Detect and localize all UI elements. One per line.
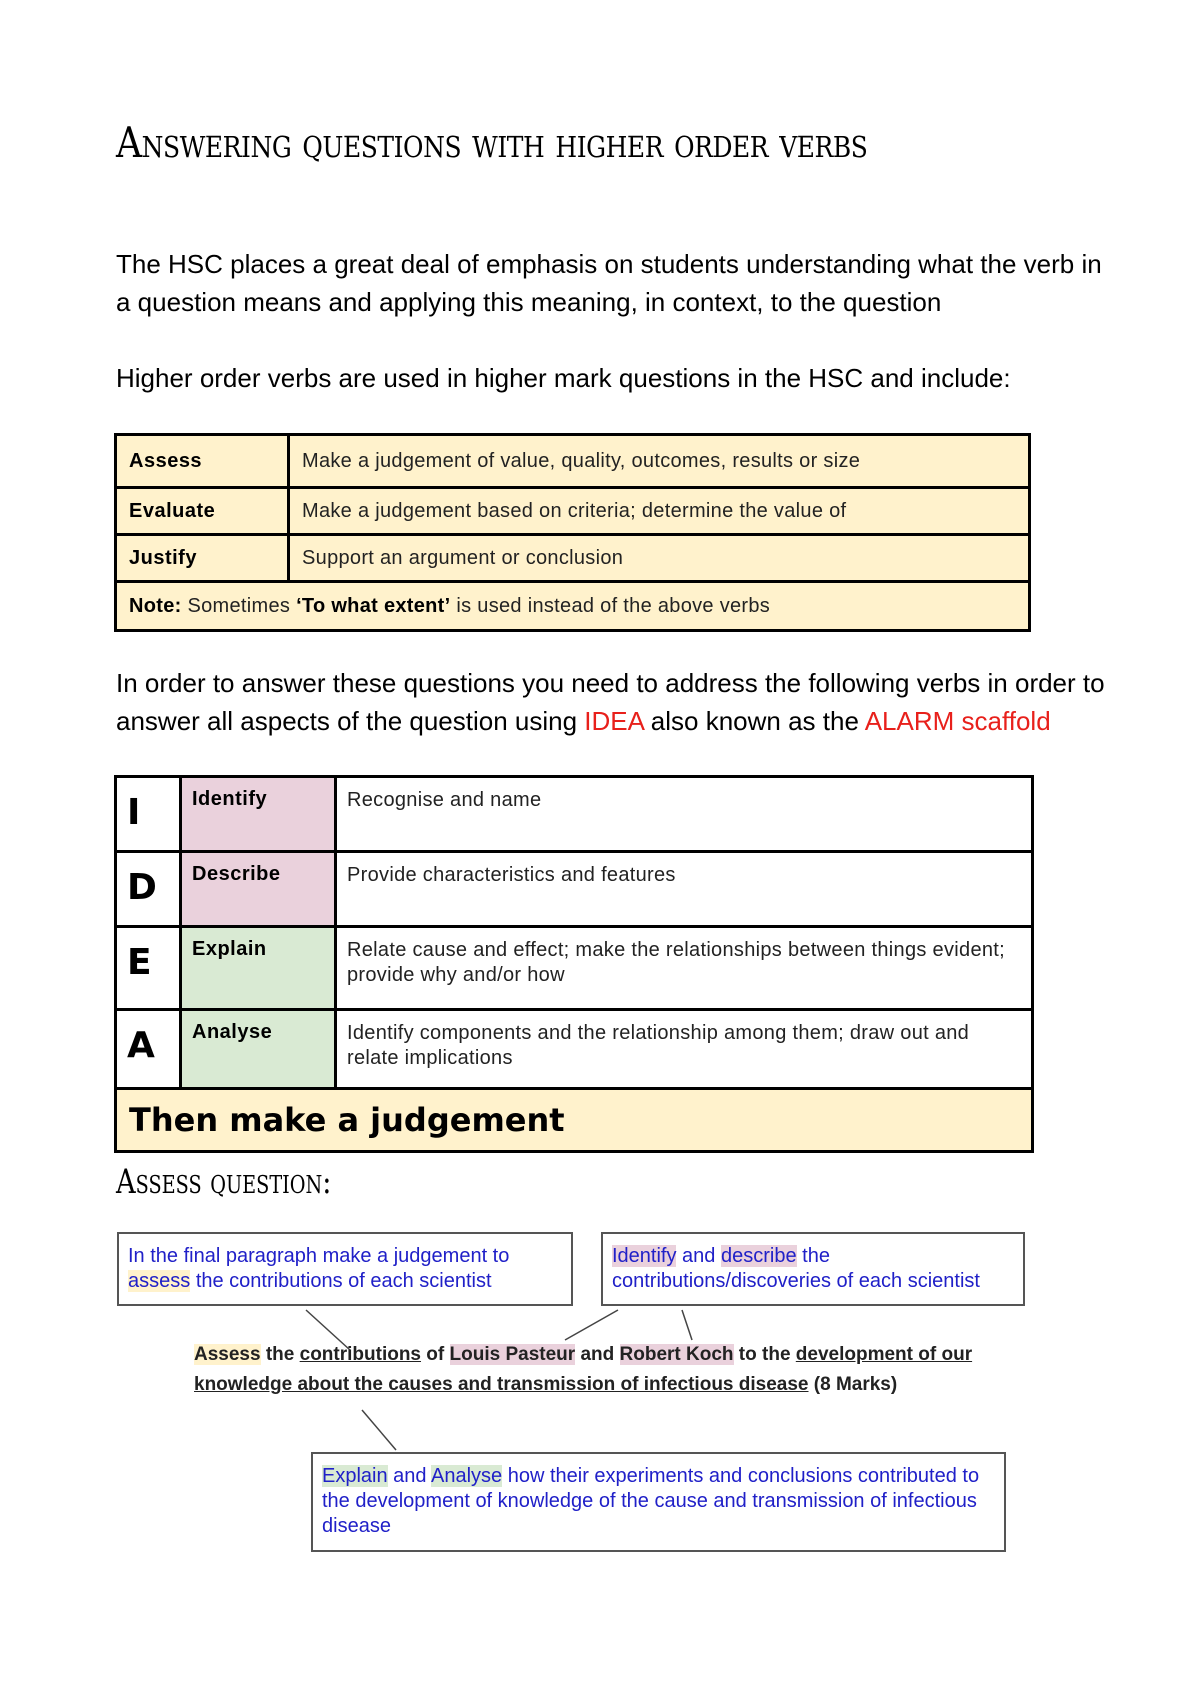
- intro-paragraph: The HSC places a great deal of emphasis on students understanding what the verb in a question means and applying this meaning, in context, to the question: [116, 249, 1102, 317]
- analyse-highlight: Analyse: [431, 1465, 503, 1487]
- exam-question: [194, 1340, 1024, 1400]
- alarm-scaffold: ALARM scaffold: [864, 706, 1051, 736]
- intro-paragraph-2: Higher order verbs are used in higher mark questions in the HSC and include:: [116, 363, 1011, 393]
- definition-cell: Recognise and name: [336, 777, 1033, 852]
- connector-line: [565, 1310, 618, 1340]
- callout-text: the contributions/discoveries of each scientist: [612, 1245, 980, 1292]
- connector-line: [362, 1410, 396, 1450]
- idea-intro-text-2: also known as the: [650, 706, 859, 736]
- note-text: Sometimes: [187, 594, 291, 617]
- question-and: and: [580, 1344, 615, 1365]
- judgement-callout: [117, 1232, 573, 1306]
- definition-cell: Provide characteristics and features: [336, 852, 1033, 927]
- page-title: Answering questions with higher order verbs: [116, 118, 868, 167]
- verb-cell: Justify: [116, 535, 289, 582]
- verb-cell: Describe: [181, 852, 336, 927]
- note-label: Note:: [129, 594, 182, 617]
- callout-text: In the final paragraph make a judgement to: [128, 1245, 510, 1267]
- describe-highlight: describe: [720, 1245, 797, 1267]
- callout-text-2: the contributions of each scientist: [195, 1270, 492, 1292]
- verb-cell: Assess: [116, 435, 289, 488]
- question-assess: Assess: [194, 1344, 261, 1365]
- assess-question-heading: Assess question:: [116, 1162, 332, 1202]
- definition-cell: Make a judgement based on criteria; determine the value of: [289, 488, 1030, 535]
- question-koch: Robert Koch: [619, 1344, 734, 1365]
- definition-cell: Identify components and the relationship among them; draw out and relate implications: [336, 1010, 1033, 1089]
- verb-cell: Explain: [181, 927, 336, 1010]
- idea-letter: E: [116, 927, 181, 1010]
- question-the: the: [265, 1344, 295, 1365]
- verb-cell: Evaluate: [116, 488, 289, 535]
- question-marks: (8 Marks): [813, 1374, 898, 1395]
- callout-and: and: [393, 1465, 427, 1487]
- note-phrase: ‘To what extent’: [296, 594, 451, 617]
- assess-highlight: assess: [128, 1270, 191, 1292]
- idea-intro-text: In order to answer these questions you need to address the following verbs in order to answer all aspects of the question using: [116, 668, 1105, 736]
- definition-cell: Make a judgement of value, quality, outcomes, results or size: [289, 435, 1030, 488]
- question-development: development of our knowledge about the causes and transmission of infectious disease: [194, 1344, 973, 1395]
- callout-text: how their experiments and conclusions contributed to the development of knowledge of the cause and transmission of infectious disease: [322, 1465, 980, 1537]
- question-of: of: [426, 1344, 445, 1365]
- judgement-cell: Then make a judgement: [116, 1089, 1033, 1152]
- identify-describe-callout: [601, 1232, 1025, 1306]
- idea-letter: D: [116, 852, 181, 927]
- connector-line: [682, 1310, 692, 1340]
- definition-cell: Relate cause and effect; make the relationships between things evident; provide why and/or how: [336, 927, 1033, 1010]
- idea-letter: I: [116, 777, 181, 852]
- definition-cell: Support an argument or conclusion: [289, 535, 1030, 582]
- verb-cell: Identify: [181, 777, 336, 852]
- idea-acronym: IDEA: [584, 706, 644, 736]
- explain-highlight: Explain: [322, 1465, 388, 1487]
- question-contributions: contributions: [299, 1344, 422, 1365]
- idea-letter: A: [116, 1010, 181, 1089]
- question-pasteur: Louis Pasteur: [449, 1344, 576, 1365]
- callout-and: and: [682, 1245, 716, 1267]
- identify-highlight: Identify: [612, 1245, 677, 1267]
- question-to-the: to the: [738, 1344, 791, 1365]
- note-text-end: is used instead of the above verbs: [456, 594, 771, 617]
- verb-cell: Analyse: [181, 1010, 336, 1089]
- explain-analyse-callout: [311, 1452, 1006, 1552]
